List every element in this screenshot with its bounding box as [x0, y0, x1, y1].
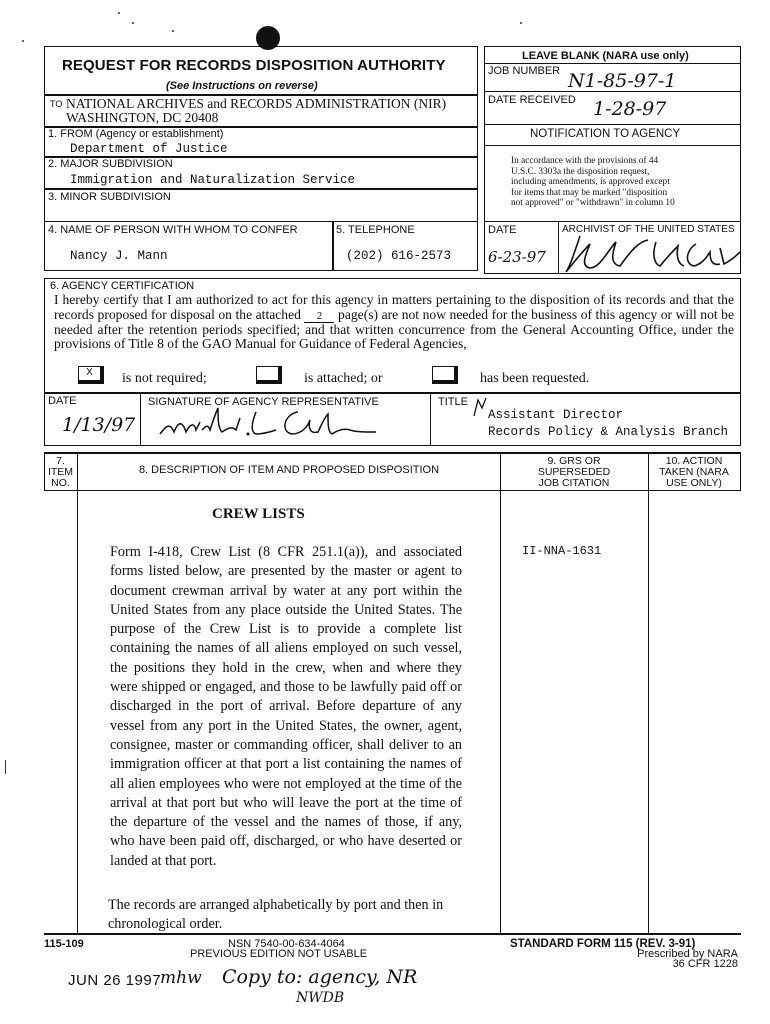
col-action-header: 10. ACTION TAKEN (NARA USE ONLY) [659, 455, 729, 489]
requested-label: has been requested. [480, 371, 590, 386]
prescribed-by: Prescribed by NARA [637, 948, 738, 960]
date-received-label: DATE RECEIVED [488, 94, 576, 106]
certification-text: I hereby certify that I am authorized to act for this agency in matters pertaining to the disposition of its records and that the records proposed for disposal on the attached 2 page(s) are not now needed for the business of this agency or will not be needed after the retention periods specified; and that written concurrence from the General Accounting Office, under the provisions of Title 8 of the GAO Manual for Guidance of Federal Agencies, [54, 292, 735, 352]
arrangement-paragraph: The records are arranged alphabetically by port and then in chronological order. [108, 897, 444, 933]
form-number: 115-109 [44, 938, 84, 950]
to-label: TO [50, 99, 63, 109]
title-line2: Records Policy & Analysis Branch [488, 425, 729, 439]
notification-label: NOTIFICATION TO AGENCY [530, 128, 681, 140]
from-value: Department of Justice [70, 142, 228, 156]
initial-mark [470, 396, 490, 418]
form-title: REQUEST FOR RECORDS DISPOSITION AUTHORITY [62, 57, 446, 74]
nsn-number: NSN 7540-00-634-4064 [228, 938, 345, 950]
instructions-note: (See Instructions on reverse) [166, 80, 318, 92]
signature-label: SIGNATURE OF AGENCY REPRESENTATIVE [148, 396, 379, 408]
requested-checkbox[interactable] [432, 366, 458, 384]
col-divider [77, 452, 78, 933]
title-line1: Assistant Director [488, 408, 624, 422]
scan-speck [118, 12, 120, 14]
citation-value: II-NNA-1631 [522, 544, 602, 558]
major-subdivision-label: 2. MAJOR SUBDIVISION [48, 158, 173, 170]
title-label: TITLE [438, 396, 468, 408]
divider [558, 221, 559, 274]
certification-label: 6. AGENCY CERTIFICATION [50, 280, 195, 292]
divider [140, 392, 141, 446]
phone-value: (202) 616-2573 [346, 249, 452, 263]
scan-speck [132, 22, 134, 24]
person-label: 4. NAME OF PERSON WITH WHOM TO CONFER [48, 224, 298, 236]
stamp-initials: mhw [160, 968, 202, 988]
copy-note-office: NWDB [296, 990, 345, 1006]
col-citation-header: 9. GRS OR SUPERSEDED JOB CITATION [537, 455, 611, 489]
from-label: 1. FROM (Agency or establishment) [48, 128, 224, 140]
col-divider [648, 452, 649, 933]
to-line2: WASHINGTON, DC 20408 [66, 110, 219, 125]
scan-speck [520, 22, 522, 24]
divider [484, 63, 741, 64]
divider [430, 392, 431, 446]
table-right-border [740, 452, 741, 490]
col-item-header: 7. ITEM NO. [47, 455, 74, 489]
phone-label: 5. TELEPHONE [336, 224, 415, 236]
col-description-header: 8. DESCRIPTION OF ITEM AND PROPOSED DISPOSITION [138, 464, 440, 476]
leave-blank-label: LEAVE BLANK (NARA use only) [522, 50, 689, 62]
minor-subdivision-label: 3. MINOR SUBDIVISION [48, 191, 171, 203]
divider [484, 145, 741, 146]
description-paragraph: Form I-418, Crew List (8 CFR 251.1(a)), and associated forms listed below, are presented by the master or agent to document crewman arrival by water at any port within the United States from any place outside the United States. The purpose of the Crew List is to provide a complete list containing the names of all aliens employed on such vessel, the positions they hold in the crew, when and where they were shipped or engaged, and those to be lawfully paid off or discharged in the port of arrival. Before departure of any vessel from any port in the United States, the owner, agent, consignee, master or commanding officer, shall deliver to an immigration officer at that port a list containing the names of all alien employees who were not employed at the time of the arrival at that port but who will leave the port at the time of the departure of the vessel and the names of those, if any, who have been paid off, discharged, or who have deserted or landed at that port. [110, 544, 462, 869]
to-line1: NATIONAL ARCHIVES and RECORDS ADMINISTRATION (NIR) [66, 96, 447, 111]
attached-checkbox[interactable] [256, 366, 282, 384]
divider [484, 91, 741, 92]
scan-speck [172, 30, 174, 32]
table-top-border [44, 452, 741, 454]
col-divider [500, 452, 501, 933]
copy-note: Copy to: agency, NR [222, 966, 418, 988]
previous-edition-note: PREVIOUS EDITION NOT USABLE [190, 948, 368, 960]
pages-count: 2 [304, 311, 334, 323]
section-heading: CREW LISTS [212, 506, 305, 522]
cfr-reference: 36 CFR 1228 [672, 958, 738, 970]
scan-speck [22, 40, 24, 42]
nara-date-label: DATE [488, 224, 517, 236]
archivist-signature [560, 232, 742, 276]
standard-form-label: STANDARD FORM 115 (REV. 3-91) [510, 938, 696, 950]
job-number-value: N1-85-97-1 [568, 70, 677, 92]
attached-label: is attached; or [304, 371, 383, 386]
divider [484, 221, 741, 222]
not-required-checkbox[interactable]: X [78, 366, 104, 384]
cert-date-label: DATE [48, 395, 77, 407]
job-number-label: JOB NUMBER [488, 65, 561, 77]
received-stamp: JUN 26 1997 [68, 972, 162, 989]
cert-date-value: 1/13/97 [62, 414, 136, 436]
major-subdivision-value: Immigration and Naturalization Service [70, 173, 356, 187]
scan-speck [5, 760, 6, 774]
agency-signature [152, 404, 384, 442]
date-received-value: 1-28-97 [593, 98, 667, 120]
person-value: Nancy J. Mann [70, 249, 168, 263]
archivist-label: ARCHIVIST OF THE UNITED STATES [562, 224, 735, 235]
divider [484, 124, 741, 125]
not-required-label: is not required; [122, 371, 207, 386]
nara-date-value: 6-23-97 [488, 248, 546, 266]
notification-text: In accordance with the provisions of 44 U.S.C. 3303a the disposition request, including amendments, is approved except for items that may be marked "disposition not approved" or "withdrawn" in column 10 [511, 156, 675, 208]
table-header-border [44, 490, 741, 491]
